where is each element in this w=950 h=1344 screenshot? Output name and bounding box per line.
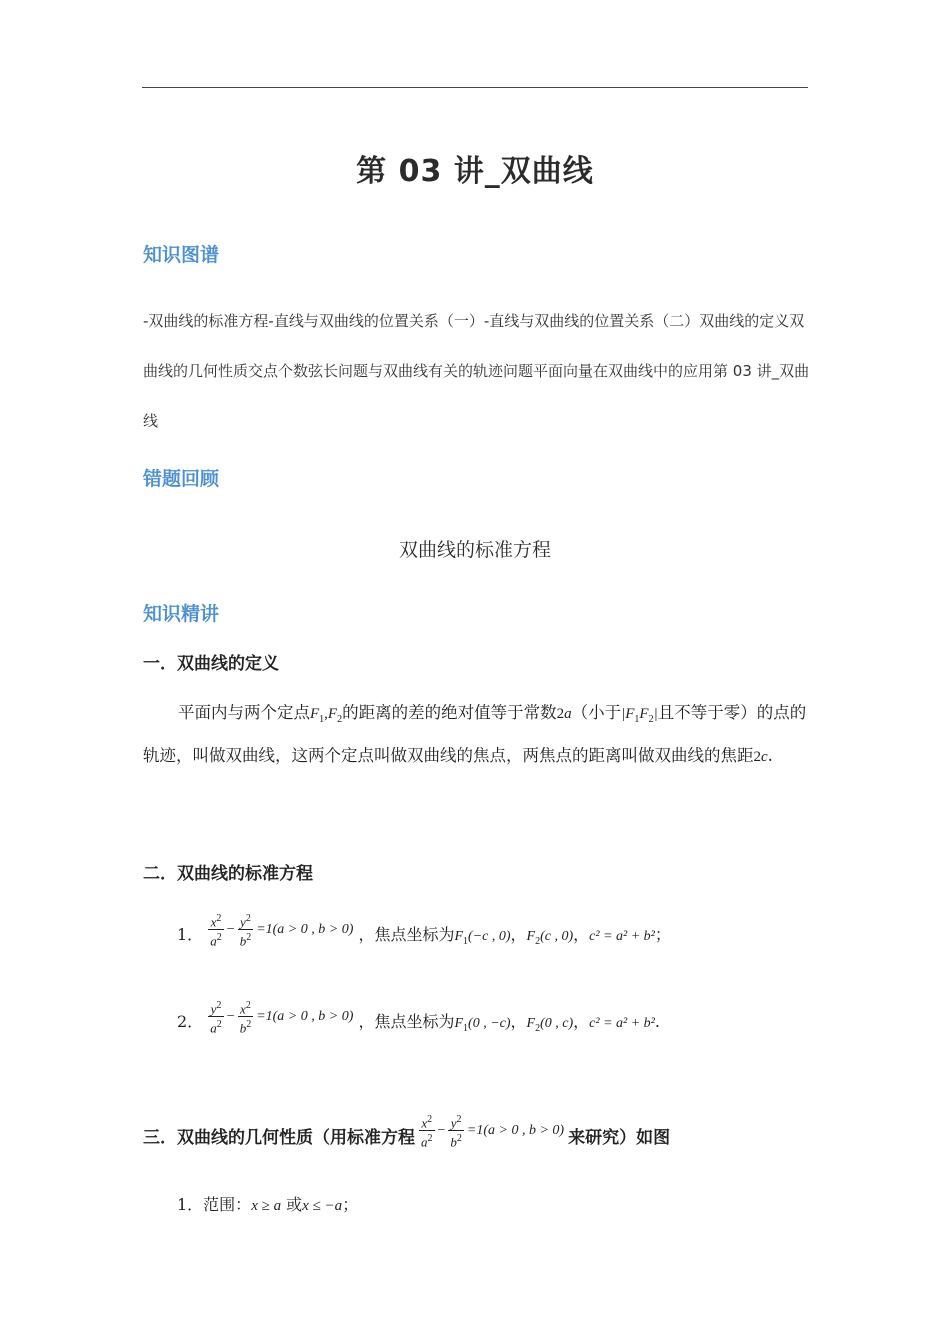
equation-y-over-a: $\frac{y^2}{a^2}$ − $\frac{x^2}{b^2}$ =1(a > 0 , b > 0)	[210, 999, 354, 1036]
definition-paragraph: 平面内与两个定点$F_1,F_2$的距离的差的绝对值等于常数2a（小于$|F_1F_2|$且不等于零）的点的轨迹，叫做双曲线，这两个定点叫做双曲线的焦点，两焦点的距离叫做双曲线的焦距2c.	[143, 703, 807, 765]
equation-heading: $\frac{x^2}{a^2}$ − $\frac{y^2}{b^2}$ =1(a > 0 , b > 0)	[421, 1114, 565, 1150]
topic-title: 双曲线的标准方程	[398, 539, 551, 561]
header-rule	[142, 87, 808, 88]
range-line: 1．范围：x ≥ a 或x ≤ −a；	[177, 1195, 359, 1214]
part3-heading: 三．双曲线的几何性质（用标准方程 $\frac{x^2}{a^2}$ − $\frac{y^2}{b^2}$ =1(a > 0 , b > 0) 来研究）如图	[143, 1114, 671, 1150]
part1-heading: 一．双曲线的定义	[143, 654, 279, 674]
standard-equation-1: 1． $\frac{x^2}{a^2}$ − $\frac{y^2}{b^2}$ =1(a > 0 , b > 0) ，焦点坐标为$F_1(-c$ , 0)，$F_2(c$ , 0)，c² = a² + b²；	[177, 912, 671, 949]
page-title: 第 03 讲_双曲线	[356, 154, 594, 189]
equation-x-over-a: $\frac{x^2}{a^2}$ − $\frac{y^2}{b^2}$ =1(a > 0 , b > 0)	[210, 912, 354, 949]
heading-knowledge-explain: 知识精讲	[143, 603, 220, 625]
formula-2a: 2a	[556, 706, 572, 722]
knowledge-map-text: -双曲线的标准方程-直线与双曲线的位置关系（一）-直线与双曲线的位置关系（二）双曲线的定义双曲线的几何性质交点个数弦长问题与双曲线有关的轨迹问题平面向量在双曲线中的应用第 03 讲_双曲线	[143, 312, 810, 430]
heading-error-review: 错题回顾	[143, 468, 220, 490]
formula-2c: 2c	[753, 749, 768, 765]
standard-equation-2: 2． $\frac{y^2}{a^2}$ − $\frac{x^2}{b^2}$ =1(a > 0 , b > 0) ，焦点坐标为$F_1(0$ , −c)，$F_2(0$ , c)，c² = a² + b².	[177, 999, 660, 1036]
heading-knowledge-map: 知识图谱	[143, 244, 220, 266]
part2-heading: 二．双曲线的标准方程	[143, 864, 313, 884]
formula-f1-f2: $F_1,F_2$	[310, 706, 343, 725]
formula-f1f2-abs: $|F_1F_2|$	[621, 706, 658, 725]
